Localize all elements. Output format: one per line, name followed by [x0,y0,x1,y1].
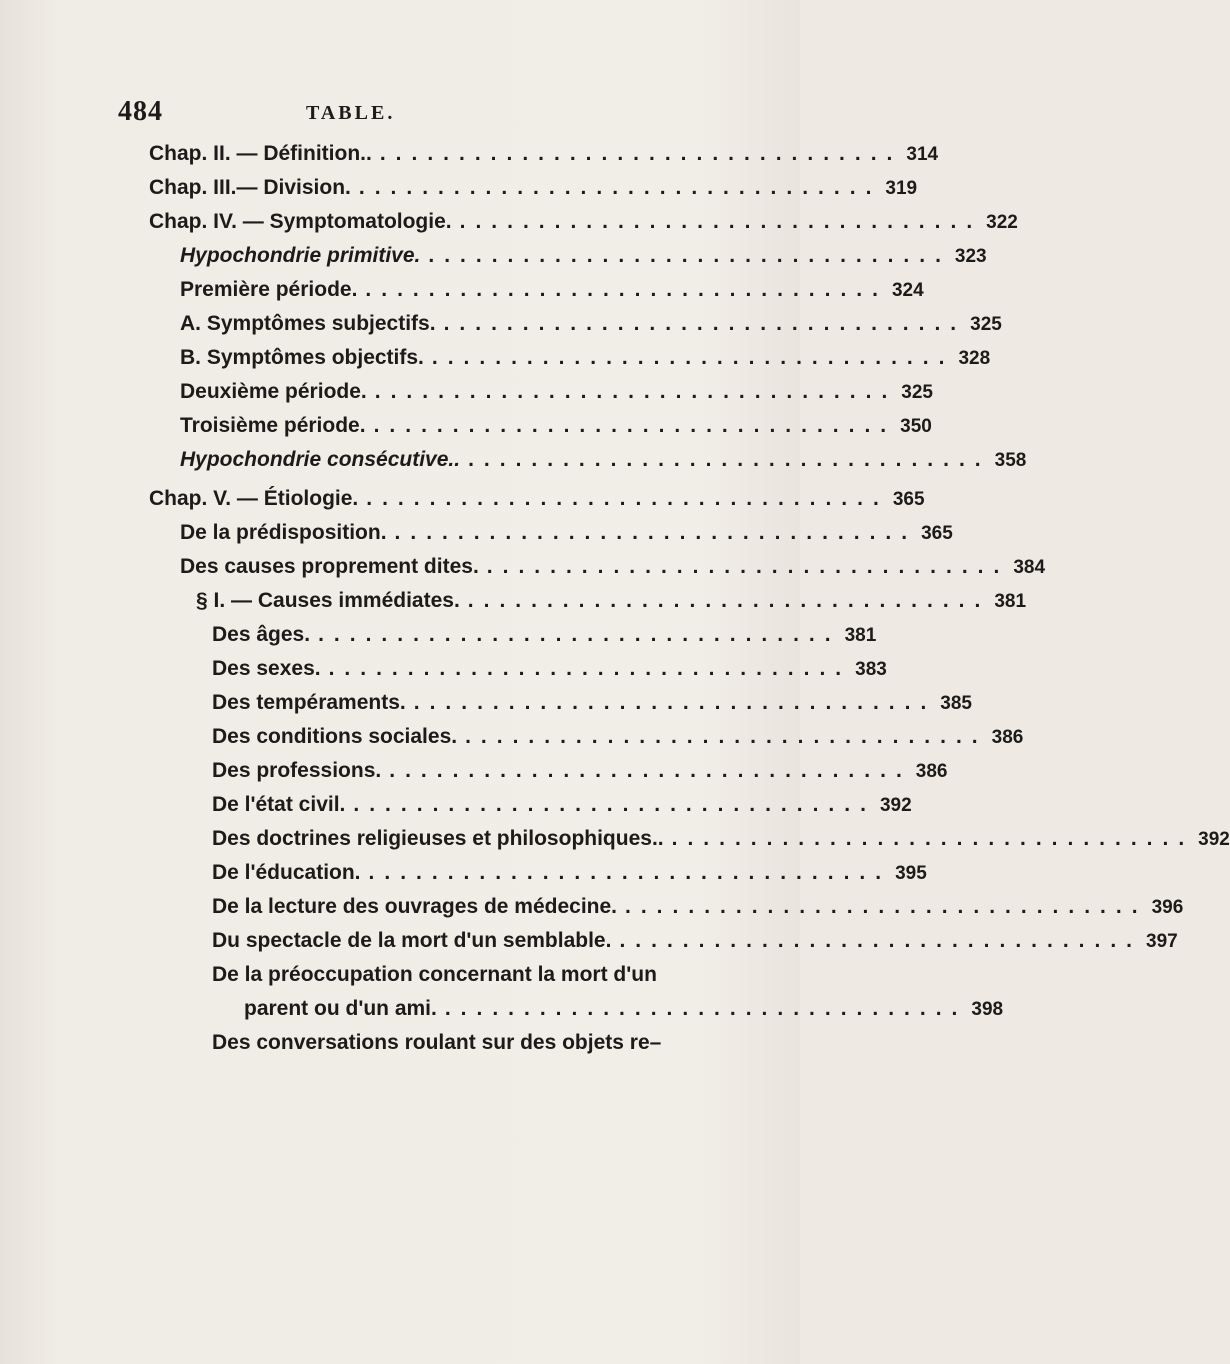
toc-entry-label: De la prédisposition. [180,521,387,544]
leader-dots: ................................. [625,895,1148,918]
toc-entry [212,822,1230,856]
leader-dots: ................................. [365,278,888,301]
toc-entry [149,137,939,171]
toc-entry [180,550,1046,584]
leader-dots: ................................. [431,346,955,369]
leader-dots: ................................. [468,448,991,471]
toc-entry-label: Troisième période. [180,414,366,437]
toc-entry-label: De la préoccupation concernant la mort d'un [212,963,657,986]
leader-dots: ................................. [444,997,968,1020]
leader-dots: ................................. [394,521,918,544]
toc-entry-page: 350 [900,416,932,437]
toc-entry-label: Chap. II. — Définition.. [149,142,372,165]
leader-dots: ................................. [428,244,951,267]
toc-entry [212,788,912,822]
leader-dots: ................................. [413,691,937,714]
leader-dots: ................................. [373,414,897,437]
toc-entry-label: Chap. III.— Division. [149,176,351,199]
toc-entry-label: parent ou d'un ami. [244,997,437,1020]
page-number: 484 [118,96,163,127]
leader-dots: ................................. [379,142,903,165]
toc-entry [149,205,1018,239]
toc-entry [180,516,953,550]
toc-entry-label: Chap. V. — Étiologie. [149,487,359,510]
leader-dots: ................................. [353,793,876,816]
toc-entry-page: 395 [895,863,927,884]
leader-dots: ................................. [389,759,912,782]
toc-entry-label: De la lecture des ouvrages de médecine. [212,895,618,918]
toc-entry-page: 328 [958,348,991,369]
leader-dots: ................................. [467,589,991,612]
toc-entry [180,443,1027,477]
toc-entry [196,584,1027,618]
leader-dots: ................................. [443,312,967,335]
toc-entry-page: 325 [970,314,1002,335]
toc-entry-label: Des causes proprement dites. [180,555,479,578]
toc-entry-page: 314 [906,144,939,165]
toc-entry-label: B. Symptômes objectifs. [180,346,424,369]
toc-entry-page: 322 [986,212,1018,233]
toc-entry-label: Deuxième période. [180,380,367,403]
toc-entry-label: Des conditions sociales. [212,725,458,748]
toc-entry [212,720,1024,754]
toc-entry-label: De l'éducation. [212,861,361,884]
toc-entry-label: Des doctrines religieuses et philosophiques.. [212,827,664,850]
toc-entry-page: 324 [891,280,924,301]
toc-entry-label: Des conversations roulant sur des objets re– [212,1031,662,1054]
toc-entry-label: Des âges. [212,623,311,646]
leader-dots: ................................. [619,929,1142,952]
page-header [0,96,800,136]
toc-entry-page: 381 [994,591,1027,612]
toc-entry [149,482,925,516]
toc-entry-page: 392 [879,795,912,816]
toc-entry-label: Du spectacle de la mort d'un semblable. [212,929,612,952]
leader-dots: ................................. [318,623,841,646]
toc-entry-page: 396 [1151,897,1184,918]
toc-entry-label: § I. — Causes immédiates. [196,589,460,612]
leader-dots: ................................. [368,861,892,884]
toc-entry-continued [212,958,706,992]
toc-entry-label: Hypochondrie consécutive.. [180,448,461,471]
toc-entry [212,924,1178,958]
toc-entry [180,307,1002,341]
toc-entry [212,856,927,890]
toc-entry-page: 385 [940,693,972,714]
toc-entry [212,652,887,686]
toc-entry-label: Première période. [180,278,358,301]
toc-entry [212,686,972,720]
leader-dots: ................................. [465,725,988,748]
toc-entry [244,992,1004,1026]
toc-entry-page: 365 [921,523,953,544]
leader-dots: ................................. [459,210,983,233]
toc-entry [212,618,877,652]
toc-entry-label: Des tempéraments. [212,691,406,714]
toc-entry-label: A. Symptômes subjectifs. [180,312,436,335]
toc-entry-label: Chap. IV. — Symptomatologie. [149,210,452,233]
toc-entry [149,171,918,205]
toc-entry-page: 386 [991,727,1024,748]
running-title: TABLE. [306,102,396,124]
toc-entry [180,239,987,273]
toc-entry-page: 358 [994,450,1027,471]
toc-entry [180,341,991,375]
toc-entry-label: Des professions. [212,759,382,782]
leader-dots: ................................. [366,487,889,510]
toc-entry-page: 365 [892,489,925,510]
leader-dots: ................................. [671,827,1195,850]
toc-entry-page: 386 [915,761,948,782]
toc-entry-label: De l'état civil. [212,793,346,816]
toc-entry [180,273,924,307]
toc-entry-label: Hypochondrie primitive. [180,244,421,267]
toc-entry-page: 323 [954,246,987,267]
toc-entry-page: 398 [971,999,1004,1020]
toc-entry [180,375,933,409]
leader-dots: ................................. [486,555,1010,578]
toc-entry-page: 381 [844,625,877,646]
toc-entry-continued [212,1026,706,1060]
toc-entry-page: 319 [885,178,918,199]
leader-dots: ................................. [328,657,852,680]
leader-dots: ................................. [358,176,882,199]
toc-entry-label: Des sexes. [212,657,321,680]
toc-entry-page: 384 [1013,557,1046,578]
toc-entry-page: 392 [1198,829,1230,850]
leader-dots: ................................. [374,380,898,403]
toc-entry [212,890,1184,924]
toc-entry-page: 325 [901,382,933,403]
toc-entry-page: 383 [855,659,887,680]
toc-entry [180,409,932,443]
toc-entry [212,754,948,788]
toc-entry-page: 397 [1146,931,1178,952]
